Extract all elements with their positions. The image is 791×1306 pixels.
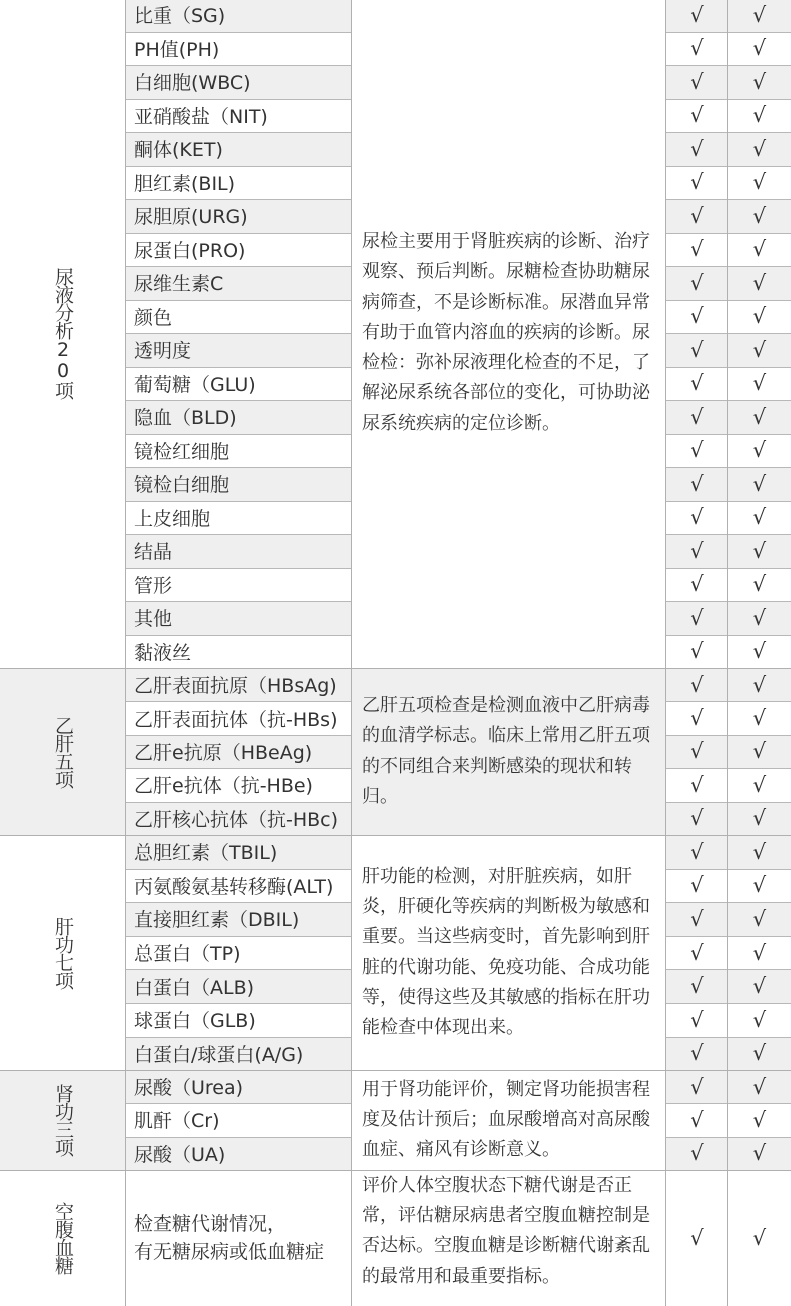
row-divider xyxy=(126,166,352,167)
check-divider xyxy=(666,568,791,569)
check-divider xyxy=(666,1003,791,1004)
check-mark-col-2: √ xyxy=(728,266,791,300)
check-mark-col-2: √ xyxy=(752,237,767,262)
check-mark-col-1: √ xyxy=(690,237,704,262)
check-mark-col-1: √ xyxy=(666,668,728,701)
item-name: 乙肝e抗原（HBeAg) xyxy=(126,735,352,768)
check-mark-col-2: √ xyxy=(752,706,767,731)
row-divider xyxy=(126,768,352,769)
item-name: 黏液丝 xyxy=(134,641,192,664)
check-mark-col-1: √ xyxy=(666,65,728,99)
category-cell xyxy=(0,1170,126,1306)
item-name: 结晶 xyxy=(126,534,352,568)
check-divider xyxy=(666,701,791,702)
check-mark-col-1: √ xyxy=(690,639,704,664)
check-divider xyxy=(666,166,791,167)
check-mark-col-2: √ xyxy=(752,1107,767,1132)
item-name: PH值(PH) xyxy=(134,38,220,61)
item-name: 尿酸（Urea) xyxy=(126,1070,352,1103)
check-mark-col-2: √ xyxy=(752,505,767,530)
check-divider xyxy=(666,1137,791,1138)
check-mark-col-1: √ xyxy=(666,199,728,233)
check-mark-col-2: √ xyxy=(752,170,767,195)
row-divider xyxy=(126,1103,352,1104)
row-divider xyxy=(126,434,352,435)
row-divider xyxy=(126,65,352,66)
item-name: 白蛋白/球蛋白(A/G) xyxy=(126,1037,352,1071)
item-name: 总胆红素（TBIL) xyxy=(126,835,352,869)
item-name: 镜检白细胞 xyxy=(126,467,352,501)
category-cell xyxy=(0,835,126,1070)
check-mark-col-2: √ xyxy=(752,873,767,898)
row-divider xyxy=(126,300,352,301)
check-divider xyxy=(666,1103,791,1104)
item-name: 比重（SG) xyxy=(126,0,352,32)
check-mark-col-2: √ xyxy=(728,1037,791,1071)
item-name: 透明度 xyxy=(126,333,352,367)
item-name: 亚硝酸盐（NIT) xyxy=(134,105,268,128)
category-label: 尿液分析20项 xyxy=(52,267,74,399)
section-description: 用于肾功能评价，铡定肾功能损害程度及估计预后；血尿酸增高对高尿酸血症、痛风有诊断意义。 xyxy=(362,1078,650,1161)
check-mark-col-2: √ xyxy=(728,1070,791,1103)
check-mark-col-1: √ xyxy=(666,0,728,32)
row-divider xyxy=(126,400,352,401)
row-divider xyxy=(126,501,352,502)
item-name: 检查糖代谢情况， 有无糖尿病或低血糖症 xyxy=(134,1213,325,1263)
section-divider xyxy=(0,835,791,836)
item-name: 球蛋白（GLB) xyxy=(134,1010,256,1033)
check-divider xyxy=(666,400,791,401)
row-divider xyxy=(126,701,352,702)
row-divider xyxy=(126,333,352,334)
check-mark-col-2: √ xyxy=(752,304,767,329)
section-divider xyxy=(0,1170,791,1171)
check-mark-col-1: √ xyxy=(666,969,728,1003)
item-name: 直接胆红素（DBIL) xyxy=(126,902,352,936)
check-divider xyxy=(666,735,791,736)
check-mark-col-1: √ xyxy=(690,505,704,530)
check-mark-col-1: √ xyxy=(666,735,728,768)
category-label: 乙肝五项 xyxy=(52,715,74,788)
item-name: 胆红素(BIL) xyxy=(134,172,236,195)
check-divider xyxy=(666,32,791,33)
check-divider xyxy=(666,601,791,602)
check-mark-col-1: √ xyxy=(666,1070,728,1103)
check-mark-col-1: √ xyxy=(690,706,704,731)
item-name: 管形 xyxy=(134,574,173,597)
row-divider xyxy=(126,635,352,636)
check-mark-col-1: √ xyxy=(690,873,704,898)
item-name: 丙氨酸氨基转移酶(ALT) xyxy=(134,875,334,898)
item-name: 尿蛋白(PRO) xyxy=(134,239,246,262)
check-mark-col-1: √ xyxy=(666,601,728,635)
row-divider xyxy=(126,969,352,970)
item-name: 隐血（BLD) xyxy=(126,400,352,434)
check-mark-col-1: √ xyxy=(666,467,728,501)
item-name: 白细胞(WBC) xyxy=(126,65,352,99)
check-divider xyxy=(666,635,791,636)
check-mark-col-2: √ xyxy=(728,1137,791,1170)
check-divider xyxy=(666,233,791,234)
check-mark-col-1: √ xyxy=(690,772,704,797)
check-divider xyxy=(666,99,791,100)
category-cell xyxy=(0,1070,126,1170)
check-mark-col-2: √ xyxy=(728,534,791,568)
column-divider xyxy=(665,0,666,1306)
category-cell xyxy=(0,668,126,835)
check-divider xyxy=(666,534,791,535)
check-mark-col-2: √ xyxy=(728,65,791,99)
check-mark-col-2: √ xyxy=(752,639,767,664)
row-divider xyxy=(126,735,352,736)
row-divider xyxy=(126,1037,352,1038)
check-mark-col-2: √ xyxy=(752,1007,767,1032)
row-divider xyxy=(126,199,352,200)
check-mark-col-2: √ xyxy=(752,371,767,396)
check-divider xyxy=(666,902,791,903)
check-mark-col-1: √ xyxy=(690,103,704,128)
row-divider xyxy=(126,233,352,234)
check-divider xyxy=(666,132,791,133)
check-mark-col-2: √ xyxy=(728,132,791,166)
check-mark-col-1: √ xyxy=(690,438,704,463)
check-mark-col-2: √ xyxy=(728,668,791,701)
check-mark-col-1: √ xyxy=(690,1007,704,1032)
check-divider xyxy=(666,869,791,870)
row-divider xyxy=(126,99,352,100)
check-mark-col-1: √ xyxy=(666,266,728,300)
category-label: 空腹血糖 xyxy=(52,1202,74,1274)
section-description: 评价人体空腹状态下糖代谢是否正常，评估糖尿病患者空腹血糖控制是否达标。空腹血糖是诊断糖代谢紊乱的最常用和最重要指标。 xyxy=(362,1175,650,1287)
section-description: 尿检主要用于肾脏疾病的诊断、治疗观察、预后判断。尿糖检查协助糖尿病筛查，不是诊断标准。尿潜血异常有助于血管内溶血的疾病的诊断。尿检检：弥补尿液理化检查的不足，了解泌尿系统各部位的变化，可协助泌尿系统疾病的定位诊断。 xyxy=(362,231,650,434)
check-divider xyxy=(666,266,791,267)
check-mark-col-2: √ xyxy=(728,802,791,835)
check-mark-col-1: √ xyxy=(666,400,728,434)
row-divider xyxy=(126,32,352,33)
check-mark-col-1: √ xyxy=(666,802,728,835)
item-name: 白蛋白（ALB) xyxy=(126,969,352,1003)
item-name: 乙肝表面抗原（HBsAg) xyxy=(126,668,352,701)
item-name: 尿胆原(URG) xyxy=(126,199,352,233)
item-name: 乙肝核心抗体（抗-HBc) xyxy=(126,802,352,835)
row-divider xyxy=(126,467,352,468)
check-mark-col-1: √ xyxy=(690,940,704,965)
row-divider xyxy=(126,869,352,870)
item-name: 尿酸（UA) xyxy=(126,1137,352,1170)
check-mark-col-2: √ xyxy=(728,199,791,233)
check-divider xyxy=(666,434,791,435)
check-mark-col-2: √ xyxy=(728,601,791,635)
check-mark-col-1: √ xyxy=(690,572,704,597)
check-mark-col-1: √ xyxy=(690,1226,704,1250)
check-mark-col-2: √ xyxy=(728,400,791,434)
item-name: 肌酐（Cr) xyxy=(134,1110,220,1133)
check-mark-col-1: √ xyxy=(690,304,704,329)
check-mark-col-2: √ xyxy=(728,735,791,768)
check-divider xyxy=(666,501,791,502)
check-mark-col-2: √ xyxy=(728,835,791,869)
check-divider xyxy=(666,936,791,937)
check-divider xyxy=(666,333,791,334)
item-name: 颜色 xyxy=(134,306,173,329)
check-divider xyxy=(666,467,791,468)
check-mark-col-1: √ xyxy=(666,1137,728,1170)
item-name: 酮体(KET) xyxy=(126,132,352,166)
category-label: 肝功七项 xyxy=(52,916,74,989)
row-divider xyxy=(126,266,352,267)
item-name: 乙肝表面抗体（抗-HBs) xyxy=(134,708,338,731)
column-divider xyxy=(125,0,126,1306)
check-mark-col-2: √ xyxy=(728,467,791,501)
check-mark-col-1: √ xyxy=(666,1037,728,1071)
check-divider xyxy=(666,65,791,66)
check-divider xyxy=(666,367,791,368)
check-mark-col-2: √ xyxy=(728,333,791,367)
row-divider xyxy=(126,534,352,535)
check-mark-col-1: √ xyxy=(666,534,728,568)
check-divider xyxy=(666,1037,791,1038)
check-mark-col-2: √ xyxy=(752,36,767,61)
section-description: 肝功能的检测，对肝脏疾病，如肝炎，肝硬化等疾病的判断极为敏感和重要。当这些病变时，首先影响到肝脏的代谢功能、免疫功能、合成功能等，使得这些及其敏感的指标在肝功能检查中体现出来。 xyxy=(362,865,650,1038)
check-mark-col-2: √ xyxy=(752,103,767,128)
check-mark-col-2: √ xyxy=(728,969,791,1003)
item-name: 葡萄糖（GLU) xyxy=(134,373,256,396)
check-divider xyxy=(666,969,791,970)
row-divider xyxy=(126,132,352,133)
check-mark-col-2: √ xyxy=(752,940,767,965)
check-mark-col-2: √ xyxy=(728,902,791,936)
category-cell xyxy=(0,0,126,668)
check-mark-col-1: √ xyxy=(690,1107,704,1132)
check-mark-col-2: √ xyxy=(752,772,767,797)
check-mark-col-2: √ xyxy=(752,438,767,463)
check-divider xyxy=(666,300,791,301)
item-name: 上皮细胞 xyxy=(134,507,211,530)
item-name: 其他 xyxy=(126,601,352,635)
section-divider xyxy=(0,1070,791,1071)
item-name: 镜检红细胞 xyxy=(134,440,230,463)
column-divider xyxy=(727,0,728,1306)
check-mark-col-1: √ xyxy=(666,835,728,869)
check-divider xyxy=(666,802,791,803)
check-mark-col-1: √ xyxy=(690,371,704,396)
column-divider xyxy=(351,0,352,1306)
item-name: 尿维生素C xyxy=(126,266,352,300)
section-description: 乙肝五项检查是检测血液中乙肝病毒的血清学标志。临床上常用乙肝五项的不同组合来判断感染的现状和转归。 xyxy=(352,668,666,835)
check-mark-col-2: √ xyxy=(752,572,767,597)
item-name: 总蛋白（TP) xyxy=(134,943,241,966)
item-name: 乙肝e抗体（抗-HBe) xyxy=(134,775,313,798)
check-divider xyxy=(666,768,791,769)
check-mark-col-1: √ xyxy=(666,902,728,936)
check-mark-col-2: √ xyxy=(728,0,791,32)
check-divider xyxy=(666,199,791,200)
section-divider xyxy=(0,668,791,669)
check-mark-col-1: √ xyxy=(690,36,704,61)
row-divider xyxy=(126,902,352,903)
row-divider xyxy=(126,802,352,803)
row-divider xyxy=(126,1003,352,1004)
check-mark-col-1: √ xyxy=(666,333,728,367)
row-divider xyxy=(126,367,352,368)
row-divider xyxy=(126,1137,352,1138)
check-mark-col-1: √ xyxy=(666,132,728,166)
check-mark-col-2: √ xyxy=(752,1226,767,1250)
row-divider xyxy=(126,568,352,569)
row-divider xyxy=(126,936,352,937)
category-label: 肾功三项 xyxy=(52,1083,74,1156)
check-mark-col-1: √ xyxy=(690,170,704,195)
row-divider xyxy=(126,601,352,602)
